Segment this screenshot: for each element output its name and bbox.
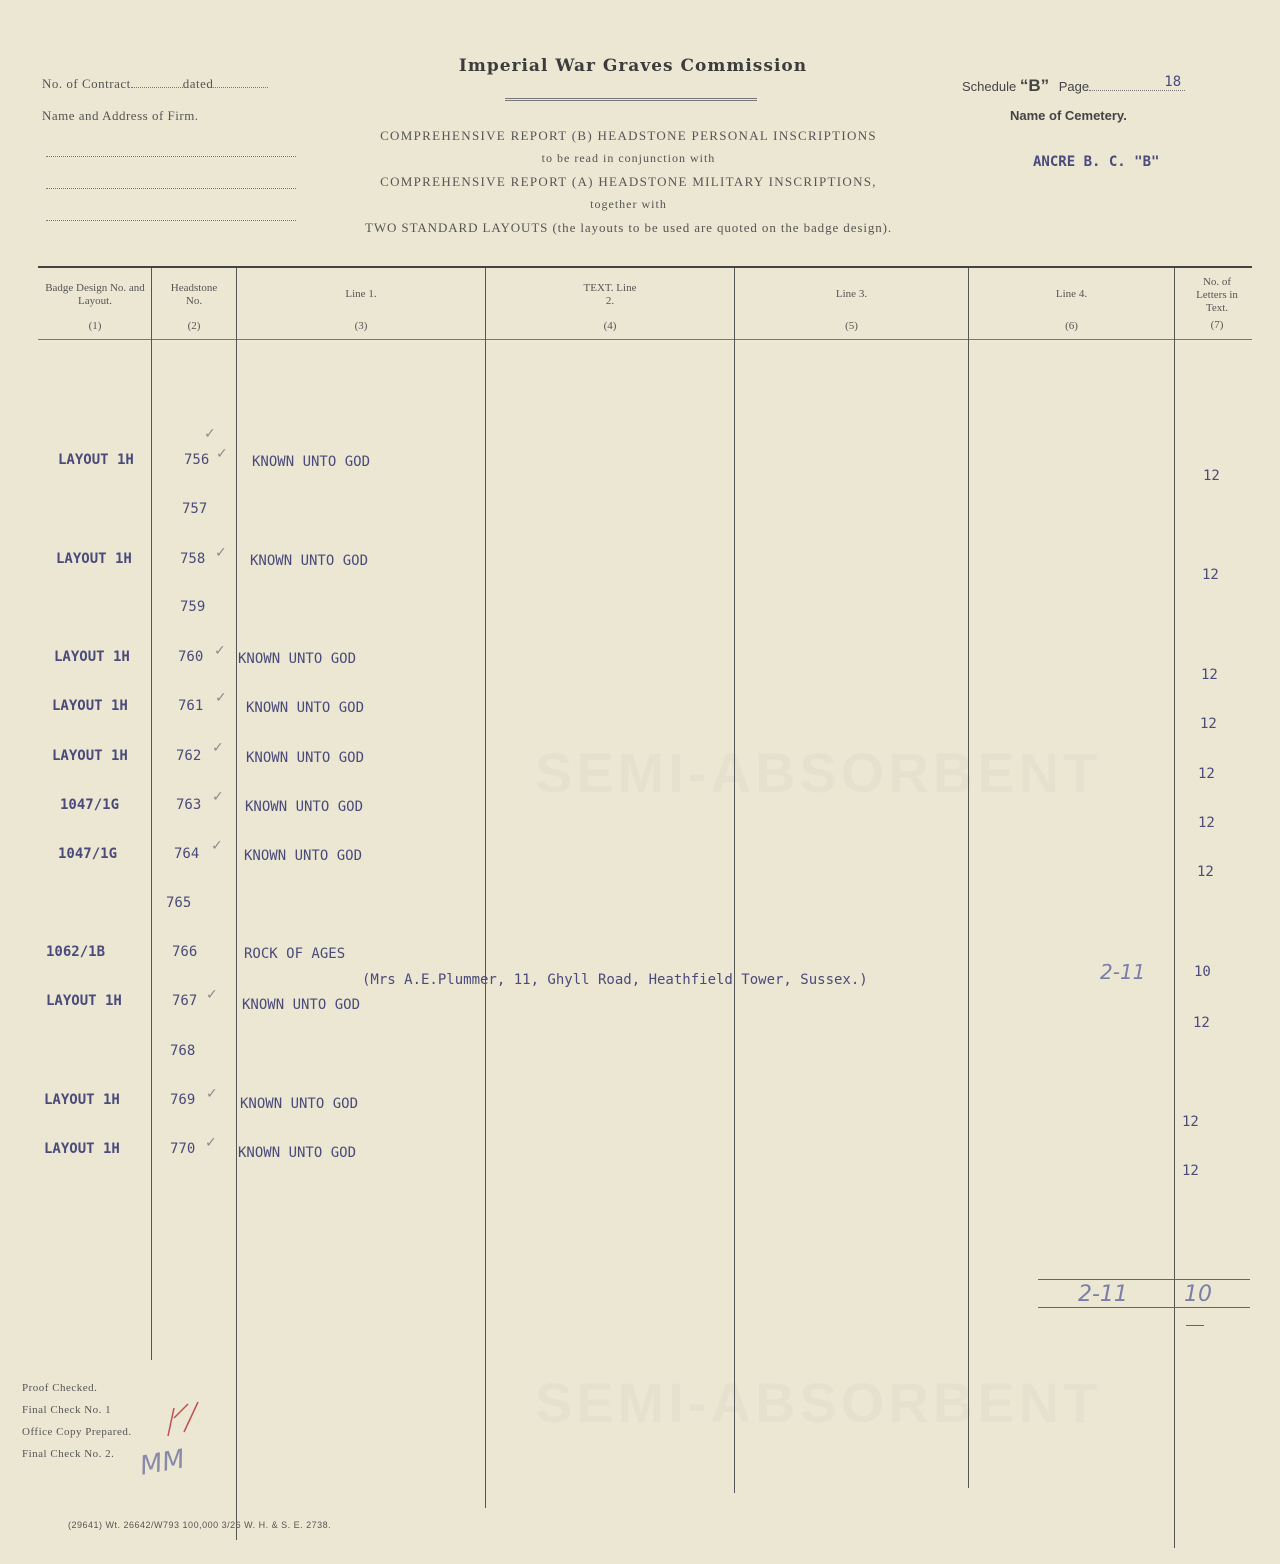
badge-design: LAYOUT 1H <box>52 748 128 764</box>
column-header-badge <box>40 282 150 333</box>
letter-count: 12 <box>1202 567 1219 583</box>
office-copy-label: Office Copy Prepared. <box>22 1426 132 1438</box>
letter-count: 12 <box>1198 766 1215 782</box>
headstone-number: 768 <box>170 1043 196 1059</box>
letter-count: 12 <box>1193 1015 1210 1031</box>
check-mark-icon: ✓ <box>205 1135 217 1151</box>
inscription-line1: KNOWN UNTO GOD <box>242 997 361 1013</box>
letter-count: 12 <box>1201 667 1218 683</box>
letter-count: 12 <box>1203 468 1220 484</box>
column-title: Headstone No. <box>170 282 218 307</box>
check-mark-icon: ✓ <box>212 789 224 805</box>
check-mark-icon: ✓ <box>204 426 216 442</box>
page-label: Page <box>1058 79 1090 94</box>
contract-field <box>42 76 302 92</box>
final-check-1-label: Final Check No. 1 <box>22 1404 112 1416</box>
badge-design: LAYOUT 1H <box>46 993 122 1009</box>
firm-line <box>46 188 296 189</box>
column-title: No. of Letters in Text. <box>1196 276 1238 314</box>
report-line: TWO STANDARD LAYOUTS (the layouts to be used are quoted on the badge design). <box>364 220 893 235</box>
report-line: to be read in conjunction with <box>541 151 716 165</box>
headstone-number: 757 <box>182 501 208 517</box>
column-header-line2 <box>486 282 734 333</box>
headstone-number: 760 <box>178 649 204 665</box>
column-number: (6) <box>1065 320 1078 332</box>
letter-count: 12 <box>1198 815 1215 831</box>
inscription-line1: KNOWN UNTO GOD <box>250 553 369 569</box>
printer-line: (29641) Wt. 26642/W793 100,000 3/26 W. H. & S. E. 2738. <box>68 1520 332 1530</box>
badge-design: 1047/1G <box>58 846 118 862</box>
handwritten-note: 2-11 <box>1100 960 1146 984</box>
headstone-number: 767 <box>172 993 198 1009</box>
column-number: (2) <box>187 320 201 332</box>
headstone-number: 759 <box>180 599 206 615</box>
watermark-text <box>535 1370 1101 1435</box>
table-row <box>0 895 1280 915</box>
table-row <box>0 545 1280 583</box>
table-row <box>0 599 1280 619</box>
page-number: 18 <box>1164 74 1182 90</box>
badge-design: LAYOUT 1H <box>52 698 128 714</box>
table-header-rule <box>38 339 1252 340</box>
inscription-line1: KNOWN UNTO GOD <box>244 848 363 864</box>
table-row <box>0 987 1280 1031</box>
schedule-label: Schedule <box>962 79 1017 94</box>
check-mark-icon: ✓ <box>211 838 223 854</box>
total-handwritten: 2-11 <box>1078 1282 1128 1307</box>
inscription-line1: KNOWN UNTO GOD <box>252 454 371 470</box>
table-top-rule <box>38 266 1252 268</box>
badge-design: LAYOUT 1H <box>44 1141 120 1157</box>
badge-design: 1047/1G <box>60 797 120 813</box>
inscription-line1: KNOWN UNTO GOD <box>238 651 357 667</box>
dash-mark <box>1186 1325 1204 1326</box>
totals-rule <box>1038 1279 1250 1280</box>
table-row <box>0 426 1280 484</box>
check-mark-icon: ✓ <box>215 545 227 561</box>
badge-design: LAYOUT 1H <box>58 452 134 468</box>
badge-design: 1062/1B <box>46 944 106 960</box>
column-number: (1) <box>88 320 102 332</box>
column-title: Line 3. <box>835 288 868 300</box>
report-line: together with <box>590 197 667 211</box>
column-header-line3 <box>735 288 968 333</box>
column-number: (5) <box>845 320 858 332</box>
totals-rule <box>1038 1307 1250 1308</box>
column-header-letters <box>1180 276 1254 332</box>
headstone-number: 769 <box>170 1092 196 1108</box>
table-row <box>0 789 1280 831</box>
headstone-number: 766 <box>172 944 198 960</box>
contract-label: No. of Contract <box>42 76 131 91</box>
proof-checked-label: Proof Checked. <box>22 1382 98 1394</box>
cemetery-name: ANCRE B. C. "B" <box>1033 154 1160 170</box>
badge-design: LAYOUT 1H <box>54 649 130 665</box>
letter-count: 12 <box>1182 1163 1199 1179</box>
firm-label: Name and Address of Firm. <box>42 108 199 123</box>
column-divider <box>968 268 969 1488</box>
column-number: (3) <box>354 320 368 332</box>
initials-signature: MM <box>137 1444 188 1482</box>
title-rule <box>505 98 757 101</box>
check-mark-icon: ✓ <box>214 643 226 659</box>
inscription-line1: KNOWN UNTO GOD <box>238 1145 357 1161</box>
family-address-note: (Mrs A.E.Plummer, 11, Ghyll Road, Heathfield Tower, Sussex.) <box>362 972 868 988</box>
total-letters: 10 <box>1184 1282 1212 1307</box>
schedule-field <box>962 76 1222 96</box>
page-title: Imperial War Graves Commission <box>458 56 808 76</box>
check-mark-icon: ✓ <box>216 446 228 462</box>
firm-line <box>46 156 296 157</box>
column-number: (7) <box>1210 319 1224 331</box>
check-mark-icon: ✓ <box>206 1086 218 1102</box>
table-row <box>0 690 1280 732</box>
headstone-number: 770 <box>170 1141 196 1157</box>
letter-count: 10 <box>1194 964 1211 980</box>
dated-label: dated <box>182 76 214 91</box>
check-mark-icon: ✓ <box>212 740 224 756</box>
report-line: COMPREHENSIVE REPORT (A) HEADSTONE MILITARY INSCRIPTIONS, <box>380 174 877 189</box>
table-row <box>0 740 1280 782</box>
headstone-number: 763 <box>176 797 202 813</box>
check-mark-icon: ✓ <box>215 690 227 706</box>
inscription-line1: KNOWN UNTO GOD <box>246 700 365 716</box>
column-header-headstone <box>152 282 236 333</box>
headstone-number: 756 <box>184 452 210 468</box>
headstone-number: 758 <box>180 551 206 567</box>
inscription-line1: KNOWN UNTO GOD <box>245 799 364 815</box>
inscription-line1: KNOWN UNTO GOD <box>240 1096 359 1112</box>
headstone-number: 764 <box>174 846 200 862</box>
table-row <box>0 838 1280 880</box>
table-row <box>0 501 1280 521</box>
column-title: Line 4. <box>1055 288 1088 300</box>
headstone-number: 765 <box>166 895 192 911</box>
letter-count: 12 <box>1197 864 1214 880</box>
column-title: TEXT. Line 2. <box>583 282 637 307</box>
table-row <box>0 1086 1280 1130</box>
table-row <box>0 1135 1280 1179</box>
letter-count: 12 <box>1200 716 1217 732</box>
column-header-line1 <box>237 288 485 333</box>
check-mark-icon: ✓ <box>206 987 218 1003</box>
inscription-line1: ROCK OF AGES <box>244 946 346 962</box>
badge-design: LAYOUT 1H <box>56 551 132 567</box>
column-title: Badge Design No. and Layout. <box>45 282 145 307</box>
column-number: (4) <box>603 320 617 332</box>
report-line: COMPREHENSIVE REPORT (B) HEADSTONE PERSONAL INSCRIPTIONS <box>380 128 877 143</box>
table-row <box>0 643 1280 683</box>
badge-design: LAYOUT 1H <box>44 1092 120 1108</box>
letter-count: 12 <box>1182 1114 1199 1130</box>
headstone-number: 761 <box>178 698 204 714</box>
final-check-2-label: Final Check No. 2. <box>22 1448 115 1460</box>
firm-line <box>46 220 296 221</box>
column-header-line4 <box>969 288 1174 333</box>
column-title: Line 1. <box>345 288 377 300</box>
schedule-value: “B” <box>1019 76 1050 95</box>
headstone-number: 762 <box>176 748 202 764</box>
cemetery-label: Name of Cemetery. <box>1010 108 1127 123</box>
red-check-mark-icon <box>160 1398 210 1448</box>
inscription-line1: KNOWN UNTO GOD <box>246 750 365 766</box>
table-row <box>0 1043 1280 1063</box>
